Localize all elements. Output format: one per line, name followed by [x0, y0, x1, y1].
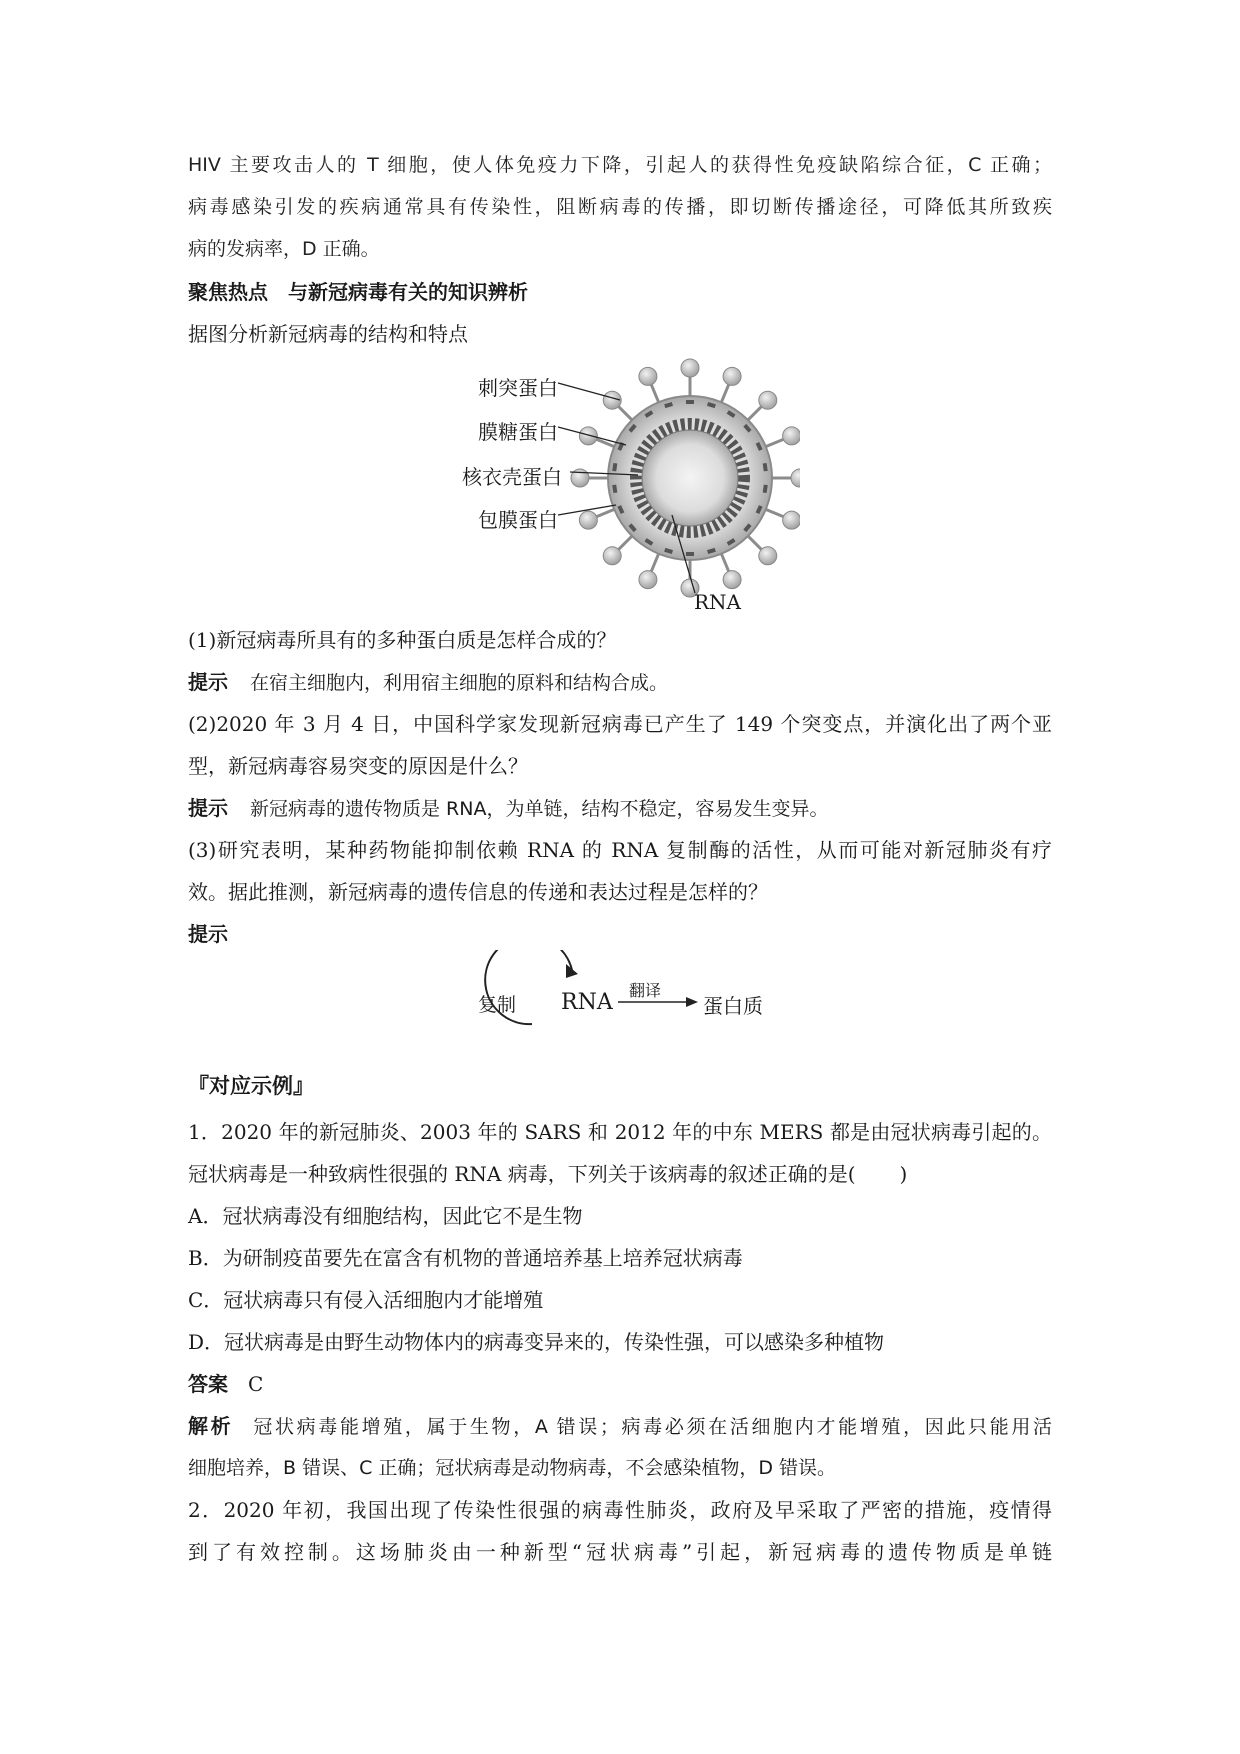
example-2-line-2: 到了有效控制。这场肺炎由一种新型“冠状病毒”引起，新冠病毒的遗传物质是单链: [188, 1540, 1052, 1564]
answer-value: C: [248, 1372, 264, 1396]
replicate-label: 复制: [478, 994, 517, 1016]
rna-node: RNA: [561, 990, 613, 1015]
protein-node: 蛋白质: [703, 994, 763, 1018]
rna-label: RNA: [694, 590, 742, 614]
nucleocapsid-protein-label: 核衣壳蛋白: [462, 465, 562, 489]
hint-2-text: 新冠病毒的遗传物质是 RNA，为单链，结构不稳定，容易发生变异。: [250, 798, 829, 820]
hint-3: [188, 922, 250, 946]
analysis-line-3: 病的发病率，D 正确。: [188, 238, 380, 260]
envelope-protein-label: 包膜蛋白: [478, 508, 558, 532]
question-2-line-1: (2)2020 年 3 月 4 日，中国科学家发现新冠病毒已产生了 149 个突变点，并演化出了两个亚: [188, 712, 1052, 736]
membrane-glycoprotein-label: 膜糖蛋白: [478, 420, 558, 444]
spike-protein-label: 刺突蛋白: [478, 376, 558, 400]
translate-label: 翻译: [629, 981, 662, 1000]
option-b: B．为研制疫苗要先在富含有机物的普通培养基上培养冠状病毒: [188, 1246, 743, 1270]
hint-2: [188, 796, 828, 821]
analysis-line-2: 病毒感染引发的疾病通常具有传染性，阻断病毒的传播，即切断传播途径，可降低其所致疾: [188, 196, 1052, 218]
analysis-line-b: 细胞培养，B 错误、C 正确；冠状病毒是动物病毒，不会感染植物，D 错误。: [188, 1457, 837, 1479]
analysis-line-1: HIV 主要攻击人的 T 细胞，使人体免疫力下降，引起人的获得性免疫缺陷综合征，C 正确；: [188, 154, 1052, 176]
option-c: C．冠状病毒只有侵入活细胞内才能增殖: [188, 1288, 544, 1312]
analysis-label: 解析: [188, 1414, 234, 1438]
section-heading: 『对应示例』: [188, 1074, 314, 1098]
hint-1: [188, 670, 668, 695]
option-d: D．冠状病毒是由野生动物体内的病毒变异来的，传染性强，可以感染多种植物: [188, 1330, 885, 1354]
analysis-line-a: 解析 冠状病毒能增殖，属于生物，A 错误；病毒必须在活细胞内才能增殖，因此只能用活: [188, 1414, 1053, 1438]
hot-topic-heading: 聚焦热点 与新冠病毒有关的知识辨析: [188, 280, 528, 304]
hint-label: 提示: [188, 922, 228, 946]
question-2-line-2: 型，新冠病毒容易突变的原因是什么？: [188, 754, 528, 778]
figure-intro: 据图分析新冠病毒的结构和特点: [188, 322, 468, 346]
question-1: (1)新冠病毒所具有的多种蛋白质是怎样合成的？: [188, 628, 617, 652]
answer-label: 答案: [188, 1372, 228, 1396]
question-3-line-2: 效。据此推测，新冠病毒的遗传信息的传递和表达过程是怎样的？: [188, 880, 768, 904]
example-1-stem-line-2: 冠状病毒是一种致病性很强的 RNA 病毒，下列关于该病毒的叙述正确的是( ): [188, 1162, 908, 1186]
question-3-line-1: (3)研究表明，某种药物能抑制依赖 RNA 的 RNA 复制酶的活性，从而可能对新冠肺炎有疗: [188, 838, 1052, 862]
hint-label: 提示: [188, 796, 228, 820]
answer-line: [188, 1372, 263, 1396]
hint-1-text: 在宿主细胞内，利用宿主细胞的原料和结构合成。: [250, 672, 669, 694]
hint-label: 提示: [188, 670, 228, 694]
option-a: A．冠状病毒没有细胞结构，因此它不是生物: [188, 1204, 583, 1228]
example-1-stem-line-1: 1．2020 年的新冠肺炎、2003 年的 SARS 和 2012 年的中东 MERS 都是由冠状病毒引起的。: [188, 1120, 1052, 1144]
example-2-line-1: 2．2020 年初，我国出现了传染性很强的病毒性肺炎，政府及早采取了严密的措施，疫情得: [188, 1498, 1052, 1522]
